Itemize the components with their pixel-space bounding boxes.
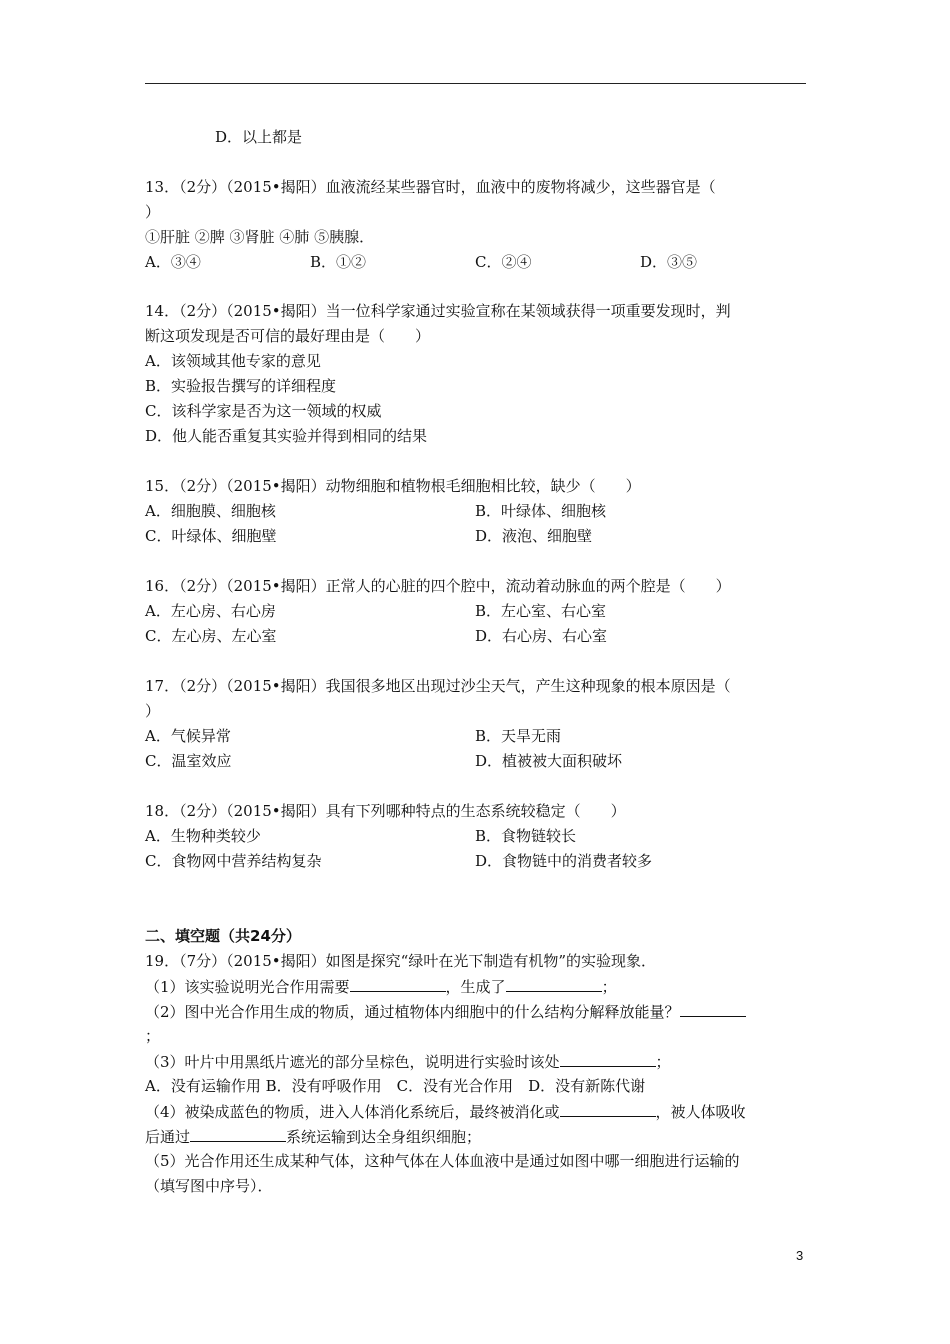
page-number: 3 [796, 1248, 804, 1263]
q18-option-b: B．食物链较长 [475, 827, 577, 845]
q13-list: ①肝脏 ②脾 ③肾脏 ④肺 ⑤胰腺． [145, 228, 375, 246]
q13-stem: 13．（2分）（2015•揭阳）血液流经某些器官时，血液中的废物将减少，这些器官是（ [145, 178, 716, 196]
q16-stem: 16．（2分）（2015•揭阳）正常人的心脏的四个腔中，流动着动脉血的两个腔是（ ） [145, 577, 731, 595]
section-title: 二、填空题（共24分） [145, 927, 301, 945]
q13-stem-end: ） [145, 203, 161, 221]
q19-blank-6[interactable] [190, 1126, 286, 1142]
q19-part4-text-d: 系统运输到达全身组织细胞； [286, 1128, 482, 1146]
q14-stem-line2: 断这项发现是否可信的最好理由是（ ） [145, 327, 431, 345]
q14-option-b: B．实验报告撰写的详细程度 [145, 377, 337, 395]
q17-option-d: D．植被被大面积破坏 [475, 752, 623, 770]
q17-option-c: C．温室效应 [145, 752, 232, 770]
q19-part1 [145, 976, 617, 996]
q18-option-c: C．食物网中营养结构复杂 [145, 852, 322, 870]
q17-option-b: B．天旱无雨 [475, 727, 562, 745]
q17-stem: 17．（2分）（2015•揭阳）我国很多地区出现过沙尘天气，产生这种现象的根本原因是（ [145, 677, 731, 695]
q19-part2 [145, 1001, 746, 1021]
q16-option-c: C．左心房、左心室 [145, 627, 277, 645]
q19-blank-1[interactable] [350, 976, 446, 992]
q16-option-a: A．左心房、右心房 [145, 602, 276, 620]
q12-option-d: D．以上都是 [215, 128, 303, 146]
q19-part3-text-b: ； [655, 1053, 671, 1071]
q19-blank-3[interactable] [680, 1001, 746, 1017]
q19-part3-options: A．没有运输作用 B．没有呼吸作用 C．没有光合作用 D．没有新陈代谢 [145, 1077, 646, 1095]
q13-option-a: A．③④ [145, 253, 201, 271]
q19-part2-text: （2）图中光合作用生成的物质，通过植物体内细胞中的什么结构分解释放能量？ [145, 1003, 680, 1021]
q16-option-d: D．右心房、右心室 [475, 627, 608, 645]
q19-part4 [145, 1101, 746, 1121]
q17-option-a: A．气候异常 [145, 727, 231, 745]
q15-option-a: A．细胞膜、细胞核 [145, 502, 276, 520]
q16-option-b: B．左心室、右心室 [475, 602, 607, 620]
q13-option-c: C．②④ [475, 253, 532, 271]
q19-part4-text-a: （4）被染成蓝色的物质，进入人体消化系统后，最终被消化或 [145, 1103, 560, 1121]
q18-option-d: D．食物链中的消费者较多 [475, 852, 653, 870]
q19-part1-text-c: ； [601, 978, 617, 996]
q19-blank-4[interactable] [560, 1051, 656, 1067]
q19-part3-text-a: （3）叶片中用黑纸片遮光的部分呈棕色，说明进行实验时该处 [145, 1053, 560, 1071]
q19-blank-2[interactable] [506, 976, 602, 992]
q19-part4-cont [145, 1126, 481, 1146]
q13-option-d: D．③⑤ [640, 253, 698, 271]
q15-option-b: B．叶绿体、细胞核 [475, 502, 607, 520]
q19-part1-text-b: ，生成了 [445, 978, 506, 996]
q18-option-a: A．生物种类较少 [145, 827, 261, 845]
q19-blank-5[interactable] [560, 1101, 656, 1117]
q19-part2-end: ； [145, 1027, 161, 1045]
q19-part1-text-a: （1）该实验说明光合作用需要 [145, 978, 350, 996]
q15-option-d: D．液泡、细胞壁 [475, 527, 593, 545]
q14-option-c: C．该科学家是否为这一领域的权威 [145, 402, 382, 420]
q18-stem: 18．（2分）（2015•揭阳）具有下列哪种特点的生态系统较稳定（ ） [145, 802, 626, 820]
q19-stem: 19．（7分）（2015•揭阳）如图是探究“绿叶在光下制造有机物”的实验现象． [145, 952, 656, 970]
q14-option-a: A．该领域其他专家的意见 [145, 352, 321, 370]
q15-stem: 15．（2分）（2015•揭阳）动物细胞和植物根毛细胞相比较，缺少（ ） [145, 477, 641, 495]
q13-option-b: B．①② [310, 253, 367, 271]
q17-stem-end: ） [145, 702, 161, 720]
q14-stem-line1: 14．（2分）（2015•揭阳）当一位科学家通过实验宣称在某领域获得一项重要发现时，判 [145, 302, 731, 320]
q19-part4-text-b: ，被人体吸收 [655, 1103, 746, 1121]
header-rule [145, 83, 806, 84]
q19-part4-text-c: 后通过 [145, 1128, 191, 1146]
q14-option-d: D．他人能否重复其实验并得到相同的结果 [145, 427, 428, 445]
q19-part5-line1: （5）光合作用还生成某种气体，这种气体在人体血液中是通过如图中哪一细胞进行运输的 [145, 1152, 740, 1170]
q15-option-c: C．叶绿体、细胞壁 [145, 527, 277, 545]
q19-part5-line2: （填写图中序号）． [145, 1177, 273, 1195]
q19-part3 [145, 1051, 671, 1071]
